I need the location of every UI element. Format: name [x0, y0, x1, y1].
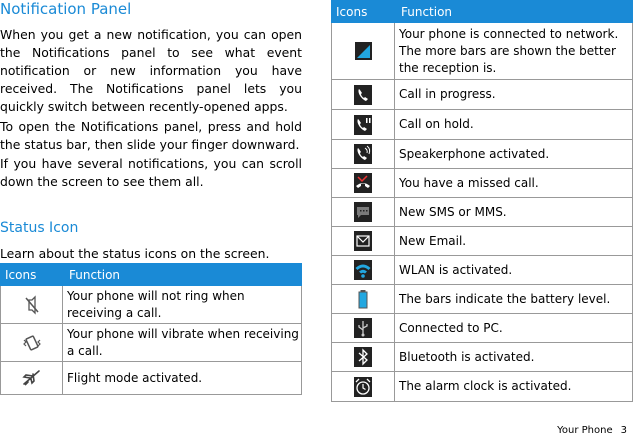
table-row [332, 227, 633, 256]
call-in-progress-icon [352, 85, 374, 105]
vibrate-mode-icon [21, 333, 43, 353]
usb-icon [352, 318, 374, 338]
paragraph: If you have several notifications, you can scroll down the screen to see them all. [0, 156, 302, 189]
table-row [1, 286, 302, 324]
speakerphone-icon [352, 144, 374, 164]
page-number: 3 [620, 425, 627, 436]
bluetooth-icon [352, 347, 374, 367]
function-text: Flight mode activated. [63, 362, 302, 395]
header-function: Function [395, 1, 633, 23]
function-text: Your phone is connected to network. The more bars are shown the better the reception is. [395, 23, 633, 80]
table-header-row [332, 1, 633, 23]
page-footer [557, 425, 627, 436]
table-row [332, 80, 633, 110]
function-text: New Email. [395, 227, 633, 256]
function-text: The alarm clock is activated. [395, 372, 633, 402]
paragraph: When you get a new notification, you can open the Notifications panel to see what event notification or new information you have received. The Notifications panel lets you quickly switch between recently-opened apps. [0, 27, 302, 114]
function-text: The bars indicate the battery level. [395, 285, 633, 314]
table-row [332, 343, 633, 372]
email-icon [352, 231, 374, 251]
status-intro: Learn about the status icons on the screen. [0, 246, 270, 261]
call-on-hold-icon [352, 115, 374, 135]
footer-label: Your Phone [557, 425, 613, 436]
function-text: Call in progress. [395, 80, 633, 110]
table-row [332, 140, 633, 169]
table-row [332, 110, 633, 140]
battery-icon [352, 289, 374, 309]
missed-call-icon [352, 173, 374, 193]
status-icons-table-right [331, 0, 633, 402]
function-text: Speakerphone activated. [395, 140, 633, 169]
table-row [1, 324, 302, 362]
status-icons-table-left [0, 263, 302, 395]
alarm-clock-icon [352, 377, 374, 397]
table-header-row [1, 264, 302, 286]
table-row [332, 169, 633, 198]
section-title-notification-panel: Notification Panel [0, 0, 132, 18]
function-text: Call on hold. [395, 110, 633, 140]
table-row [332, 256, 633, 285]
section-title-status-icon: Status Icon [0, 220, 79, 236]
airplane-icon [21, 368, 43, 388]
table-row [332, 23, 633, 80]
table-row [332, 285, 633, 314]
function-text: New SMS or MMS. [395, 198, 633, 227]
header-function: Function [63, 264, 302, 286]
function-text: You have a missed call. [395, 169, 633, 198]
signal-strength-icon [352, 41, 374, 61]
table-row [332, 198, 633, 227]
wlan-icon [352, 260, 374, 280]
table-row [332, 314, 633, 343]
table-row [1, 362, 302, 395]
function-text: Connected to PC. [395, 314, 633, 343]
function-text: Your phone will not ring when receiving a call. [63, 286, 302, 324]
function-text: Bluetooth is activated. [395, 343, 633, 372]
table-row [332, 372, 633, 402]
function-text: Your phone will vibrate when receiving a call. [63, 324, 302, 362]
silent-mode-icon [21, 295, 43, 315]
paragraph: To open the Notifications panel, press and hold the status bar, then slide your finger downward. [0, 119, 302, 152]
header-icons: Icons [1, 264, 63, 286]
sms-icon [352, 202, 374, 222]
header-icons: Icons [332, 1, 395, 23]
function-text: WLAN is activated. [395, 256, 633, 285]
